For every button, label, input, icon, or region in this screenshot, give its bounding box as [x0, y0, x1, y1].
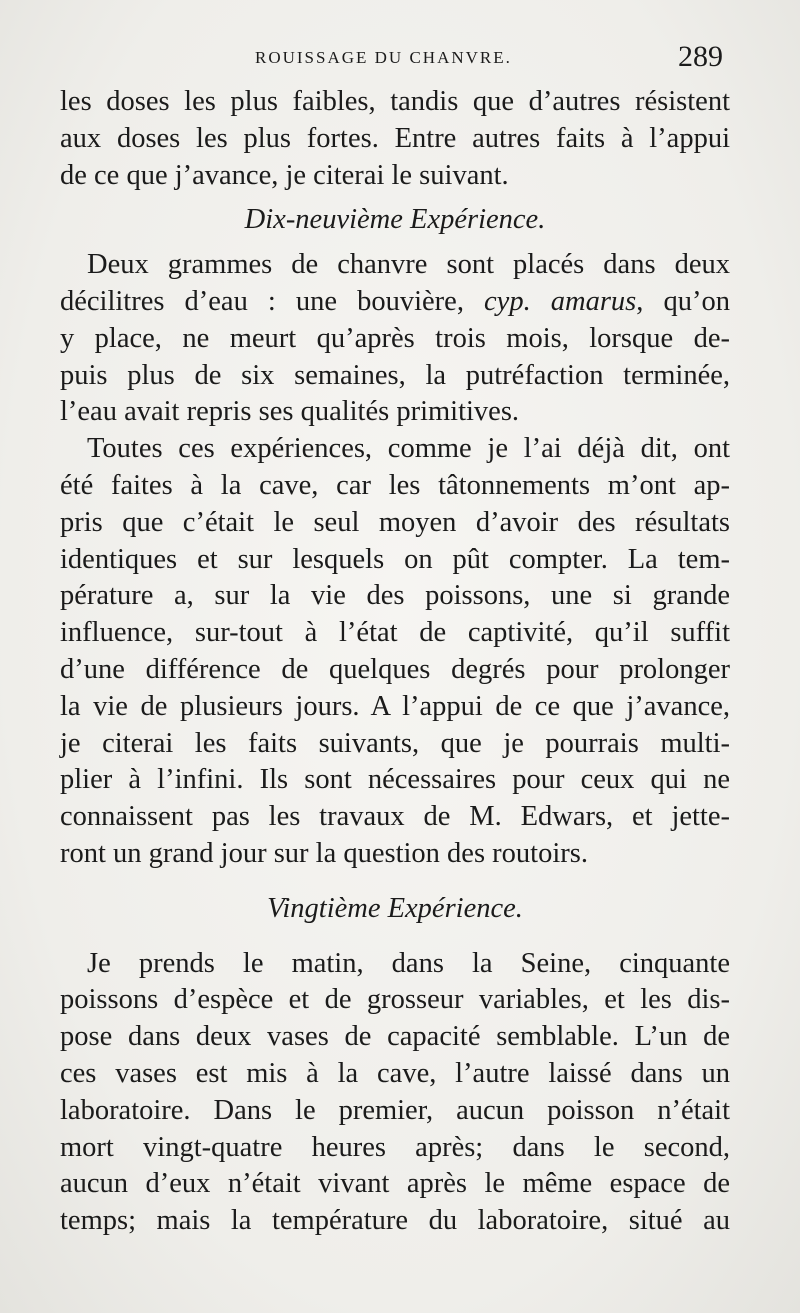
text-line: mort vingt-quatre heures après; dans le second, [60, 1131, 730, 1163]
text-fragment: , qu’on [636, 285, 730, 317]
text-line: ront un grand jour sur la question des routoirs. [60, 837, 588, 869]
page-text [60, 84, 730, 1240]
section-heading: Dix-neuvième Expérience. [244, 204, 546, 236]
text-line: la vie de plusieurs jours. A l’appui de ce que j’avance, [60, 690, 730, 722]
text-line [60, 284, 730, 321]
text-line: d’une différence de quelques degrés pour prolonger [60, 653, 730, 685]
text-line: de ce que j’avance, je citerai le suivant. [60, 159, 509, 191]
text-line: puis plus de six semaines, la putréfaction terminée, [60, 359, 730, 391]
text-line: pérature a, sur la vie des poissons, une si grande [60, 580, 730, 612]
page-number: 289 [678, 40, 723, 73]
text-line: aux doses les plus fortes. Entre autres faits à l’appui [60, 122, 730, 154]
section-heading: Vingtième Expérience. [267, 892, 523, 924]
running-header [0, 40, 800, 80]
species-name: cyp. amarus [484, 285, 637, 317]
text-line: je citerai les faits suivants, que je pourrais multi- [60, 727, 730, 759]
text-line: Toutes ces expériences, comme je l’ai déjà dit, ont [87, 433, 730, 465]
text-line: influence, sur-tout à l’état de captivité, qu’il suffit [60, 617, 730, 649]
text-line: pris que c’était le seul moyen d’avoir des résultats [60, 506, 730, 538]
text-line: été faites à la cave, car les tâtonnements m’ont ap- [60, 469, 730, 501]
text-line: ces vases est mis à la cave, l’autre laissé dans un [60, 1057, 730, 1089]
text-line: laboratoire. Dans le premier, aucun poisson n’était [60, 1094, 730, 1126]
text-line: Deux grammes de chanvre sont placés dans deux [87, 249, 730, 281]
text-line: l’eau avait repris ses qualités primitives. [60, 396, 520, 428]
text-line: les doses les plus faibles, tandis que d’autres résistent [60, 86, 730, 117]
text-line: pose dans deux vases de capacité semblable. L’un de [60, 1021, 730, 1053]
text-line: connaissent pas les travaux de M. Edwars, et jette- [60, 801, 730, 833]
text-line: plier à l’infini. Ils sont nécessaires pour ceux qui ne [60, 764, 730, 796]
running-title: ROUISSAGE DU CHANVRE. [255, 48, 512, 67]
text-fragment: décilitres d’eau : une bouvière, [60, 285, 485, 317]
text-line: identiques et sur lesquels on pût compter. La tem- [60, 543, 730, 575]
text-line: temps; mais la température du laboratoire, situé au [60, 1205, 730, 1237]
text-line: poissons d’espèce et de grosseur variables, et les dis- [60, 984, 730, 1016]
text-line: Je prends le matin, dans la Seine, cinquante [87, 947, 730, 979]
text-line: aucun d’eux n’était vivant après le même espace de [60, 1168, 730, 1200]
text-line: y place, ne meurt qu’après trois mois, lorsque de- [60, 322, 730, 354]
